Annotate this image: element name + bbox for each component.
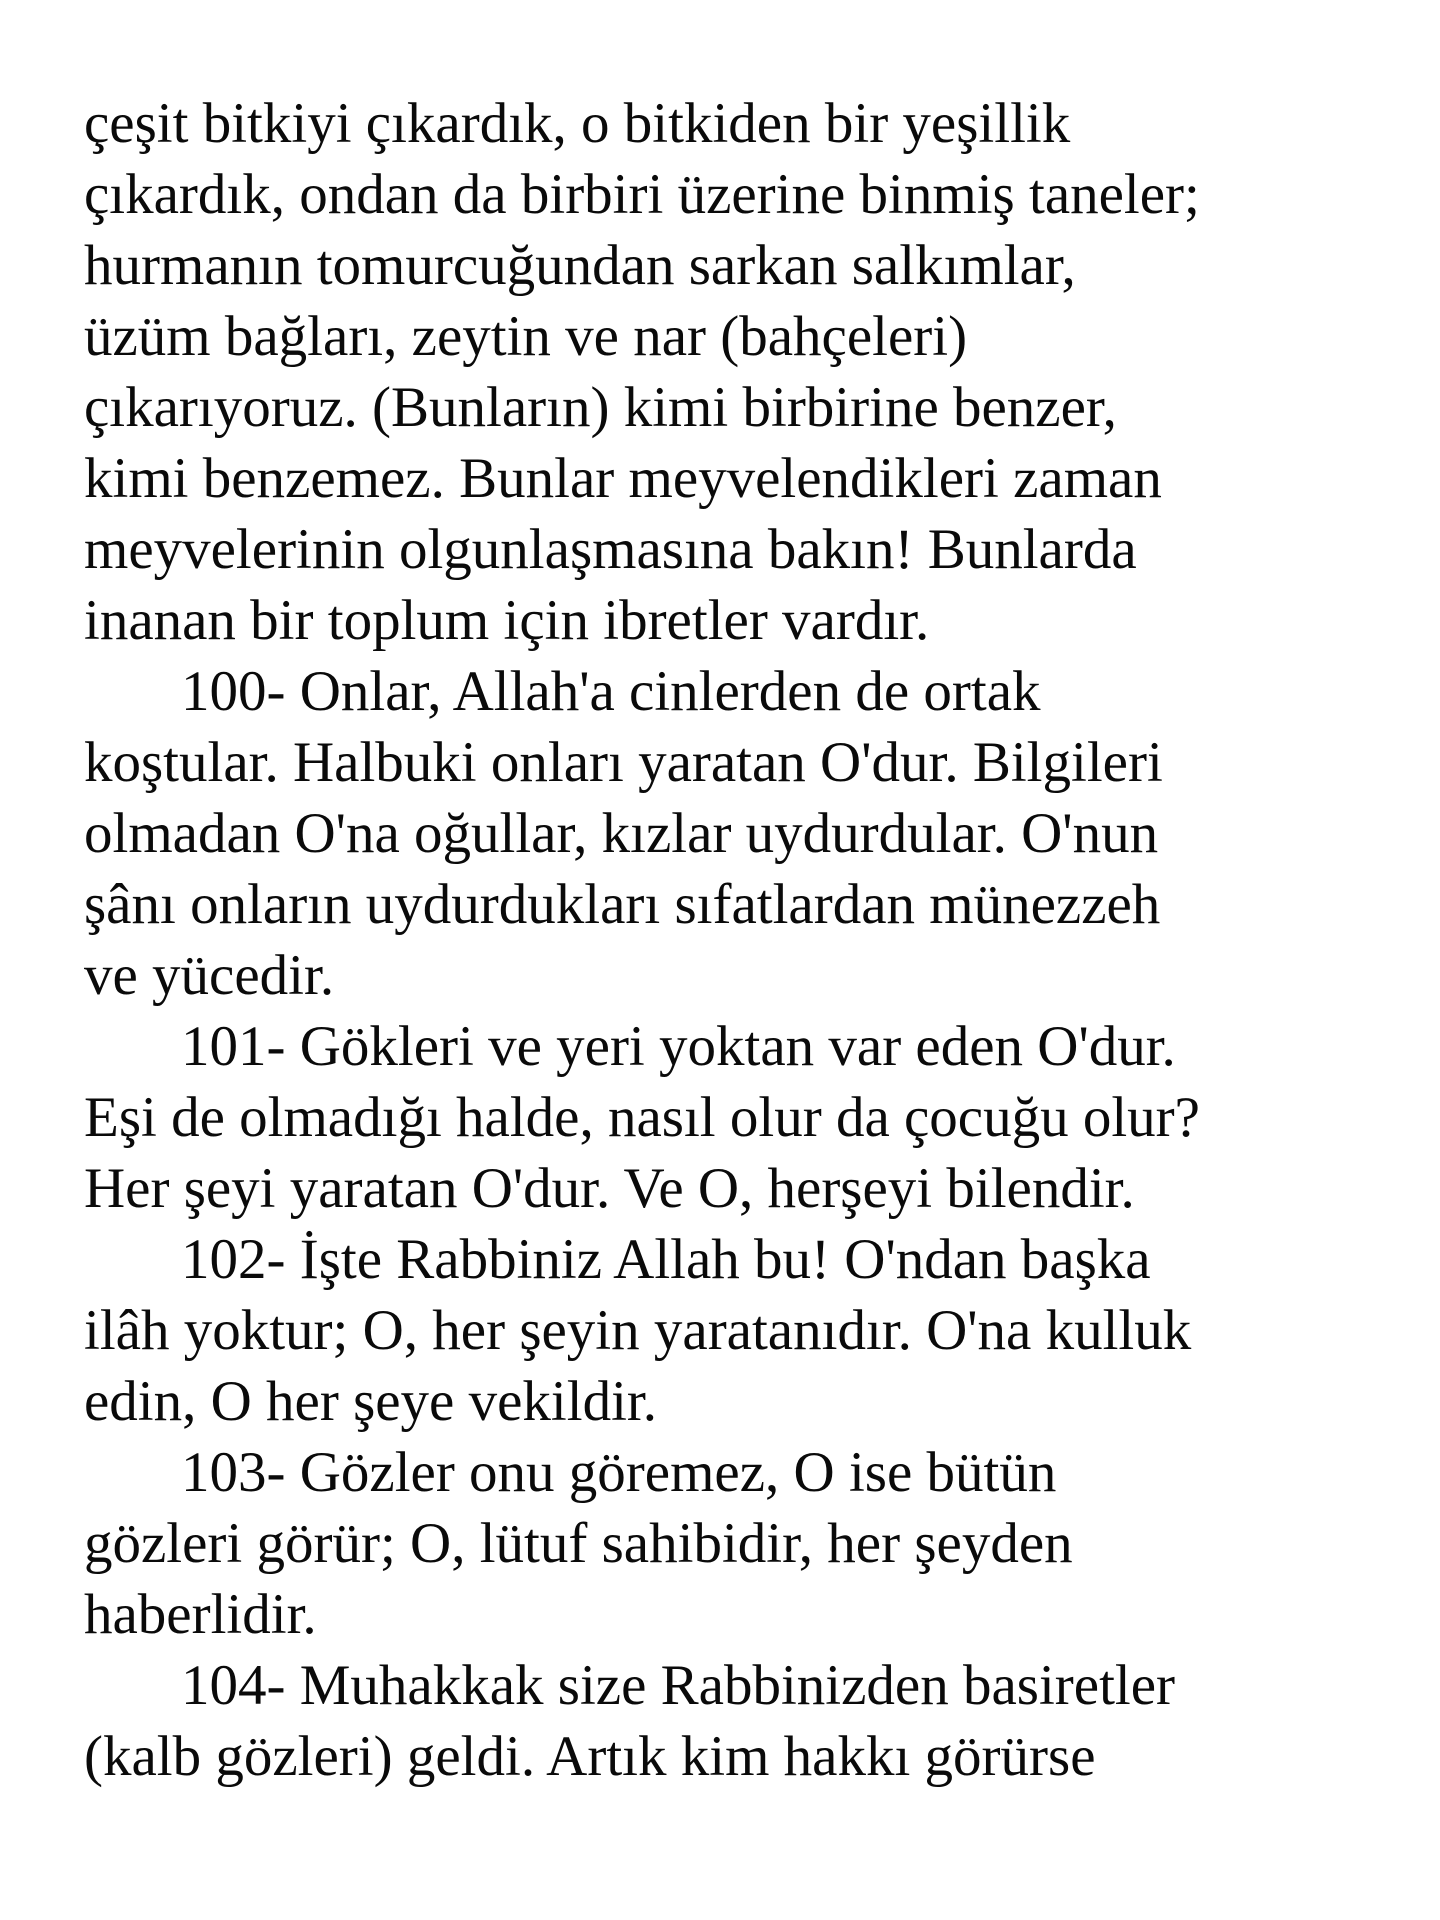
text-line: ilâh yoktur; O, her şeyin yaratanıdır. O'na kulluk	[84, 1299, 1192, 1362]
text-line: çıkardık, ondan da birbiri üzerine binmiş taneler;	[84, 163, 1200, 226]
text-line: Eşi de olmadığı halde, nasıl olur da çocuğu olur?	[84, 1086, 1200, 1149]
text-line: koştular. Halbuki onları yaratan O'dur. Bilgileri	[84, 731, 1163, 794]
verse-102-start: 102- İşte Rabbiniz Allah bu! O'ndan başka	[181, 1228, 1151, 1291]
verse-103-start: 103- Gözler onu göremez, O ise bütün	[181, 1441, 1057, 1504]
text-line: ve yücedir.	[84, 944, 335, 1007]
text-line: çeşit bitkiyi çıkardık, o bitkiden bir yeşillik	[84, 92, 1071, 155]
text-line: üzüm bağları, zeytin ve nar (bahçeleri)	[84, 305, 968, 368]
text-line: meyvelerinin olgunlaşmasına bakın! Bunlarda	[84, 518, 1137, 581]
text-line: hurmanın tomurcuğundan sarkan salkımlar,	[84, 234, 1076, 297]
verse-101-start: 101- Gökleri ve yeri yoktan var eden O'dur.	[181, 1015, 1176, 1078]
body-text	[84, 88, 1404, 1792]
text-line: edin, O her şeye vekildir.	[84, 1370, 658, 1433]
text-line: olmadan O'na oğullar, kızlar uydurdular. O'nun	[84, 802, 1159, 865]
text-line: haberlidir.	[84, 1583, 317, 1646]
text-line: şânı onların uydurdukları sıfatlardan münezzeh	[84, 873, 1161, 936]
text-line: gözleri görür; O, lütuf sahibidir, her şeyden	[84, 1512, 1073, 1575]
verse-100-start: 100- Onlar, Allah'a cinlerden de ortak	[181, 660, 1041, 723]
text-line: inanan bir toplum için ibretler vardır.	[84, 589, 930, 652]
text-line: Her şeyi yaratan O'dur. Ve O, herşeyi bilendir.	[84, 1157, 1135, 1220]
text-line: kimi benzemez. Bunlar meyvelendikleri zaman	[84, 447, 1162, 510]
text-line: (kalb gözleri) geldi. Artık kim hakkı görürse	[84, 1725, 1096, 1788]
text-line: çıkarıyoruz. (Bunların) kimi birbirine benzer,	[84, 376, 1117, 439]
verse-104-start: 104- Muhakkak size Rabbinizden basiretler	[181, 1654, 1176, 1717]
